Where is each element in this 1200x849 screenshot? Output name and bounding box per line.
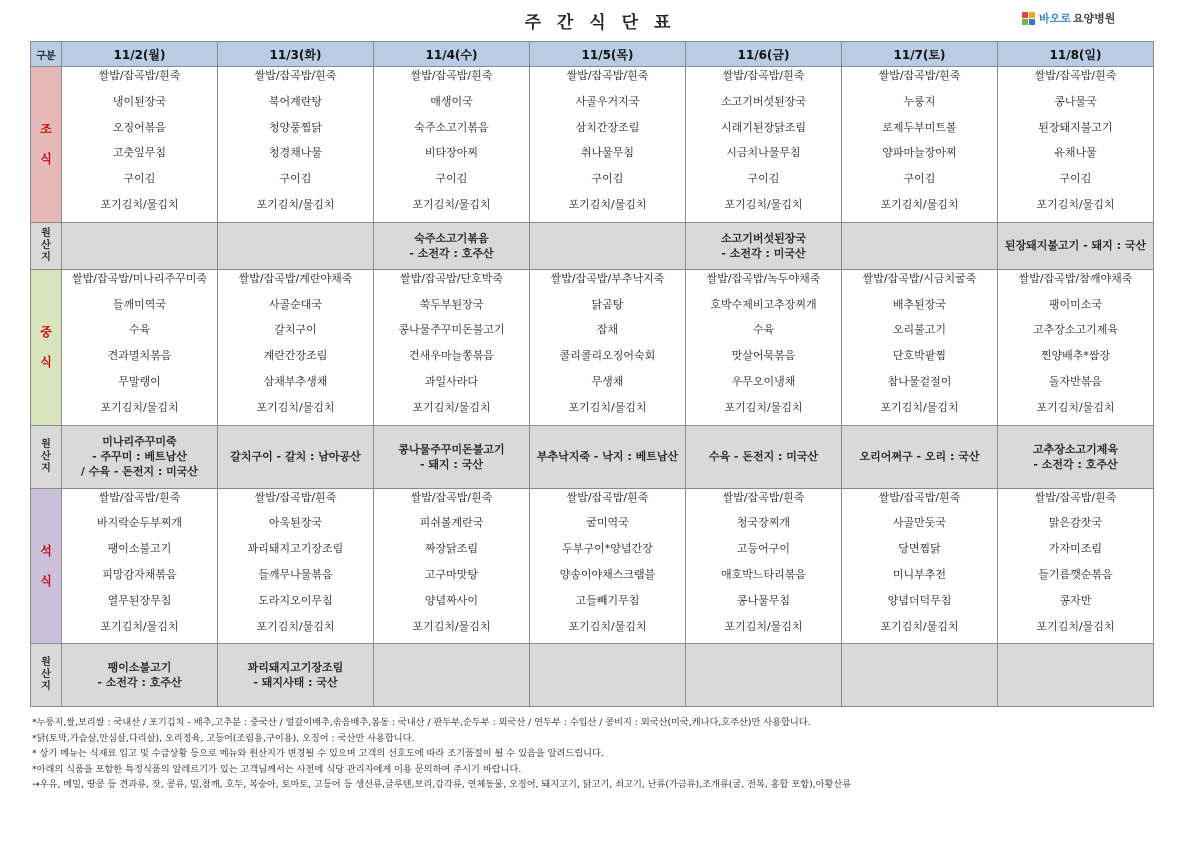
corner-label: 구분 <box>31 42 62 67</box>
lunch-label <box>31 269 62 425</box>
menu-cell <box>842 67 998 223</box>
origin-cell <box>686 644 842 707</box>
menu-item: 닭곰탕 <box>591 297 624 311</box>
menu-cell <box>530 488 686 644</box>
menu-cell <box>998 269 1154 425</box>
origin-cell <box>842 425 998 488</box>
menu-cell <box>218 67 374 223</box>
meal-label-char: 석 <box>40 543 52 558</box>
menu-item: 구이김 <box>435 172 468 186</box>
menu-item: 오리불고기 <box>892 323 947 337</box>
origin-cell <box>218 644 374 707</box>
menu-cell <box>842 488 998 644</box>
menu-item: 수육 <box>752 323 775 337</box>
breakfast-origin-row <box>31 222 1154 269</box>
note-line: *누룽지,쌀,보리쌀 : 국내산 / 포기김치 - 배추,고추분 : 중국산 / 얼갈이배추,솎음배추,봄동 : 국내산 / 판두부,순두부 : 외국산 / 연두부 : 수입산 / 콩비지 : 외국산(미국,캐나다,호주산)만 사용합니다. <box>32 717 811 728</box>
menu-item: 팽이미소국 <box>1048 297 1103 311</box>
logo-brand: 바오로 <box>1039 12 1071 25</box>
menu-item: 청양풍찜닭 <box>268 120 323 134</box>
menu-cell <box>374 269 530 425</box>
hospital-logo <box>1022 10 1115 26</box>
menu-cell <box>62 269 218 425</box>
menu-item: 고들빼기무침 <box>575 593 640 607</box>
day-header: 11/6(금) <box>686 42 842 67</box>
meal-label-char: 식 <box>40 355 52 370</box>
menu-item: 쌀밥/잡곡밥/흰죽 <box>566 69 649 82</box>
menu-item: 포기김치/물김치 <box>880 400 959 414</box>
origin-label-char: 산 <box>41 669 51 681</box>
dinner-label <box>31 488 62 644</box>
menu-item: 양념더덕무침 <box>887 593 952 607</box>
origin-cell <box>530 644 686 707</box>
day-header: 11/8(일) <box>998 42 1154 67</box>
menu-item: 사골만둣국 <box>892 516 947 530</box>
breakfast-label <box>31 67 62 223</box>
origin-label-char: 원 <box>41 657 51 669</box>
day-header: 11/3(화) <box>218 42 374 67</box>
dinner-row <box>31 488 1154 644</box>
menu-item: 가자미조림 <box>1048 542 1103 556</box>
menu-item: 시금치나물무침 <box>726 146 801 160</box>
origin-text: 팽이소불고기 <box>107 661 172 675</box>
menu-item: 찐양배추*쌈장 <box>1040 349 1111 363</box>
logo-name: 요양병원 <box>1072 12 1116 25</box>
origin-cell <box>374 425 530 488</box>
origin-cell <box>998 222 1154 269</box>
meal-label-char: 중 <box>40 325 52 340</box>
menu-item: 굴미역국 <box>586 516 629 530</box>
menu-item: 과일사라다 <box>424 374 479 388</box>
origin-text: - 소전각 : 호주산 <box>409 246 494 260</box>
menu-item: 두부구이*양념간장 <box>562 542 653 556</box>
menu-item: 포기김치/물김치 <box>100 400 179 414</box>
menu-item: 비타장아찌 <box>424 146 479 160</box>
menu-item: 쌀밥/잡곡밥/흰죽 <box>98 69 181 82</box>
menu-item: 쌀밥/잡곡밥/흰죽 <box>878 490 961 504</box>
menu-item: 쌀밥/잡곡밥/참깨야채죽 <box>1018 271 1133 285</box>
menu-item: 쌀밥/잡곡밥/녹두야채죽 <box>706 271 821 285</box>
day-header: 11/7(토) <box>842 42 998 67</box>
menu-cell <box>686 67 842 223</box>
menu-item: 견과멸치볶음 <box>107 349 172 363</box>
origin-cell <box>374 644 530 707</box>
menu-item: 쌀밥/잡곡밥/흰죽 <box>410 490 493 504</box>
menu-item: 쌀밥/잡곡밥/계란야채죽 <box>238 271 353 285</box>
menu-item: 아욱된장국 <box>268 516 323 530</box>
menu-item: 포기김치/물김치 <box>568 619 647 633</box>
menu-item: 포기김치/물김치 <box>1036 400 1115 414</box>
notes <box>32 715 851 793</box>
meal-label-char: 식 <box>40 152 52 167</box>
menu-item: 포기김치/물김치 <box>568 400 647 414</box>
menu-item: 구이김 <box>123 172 156 186</box>
menu-cell <box>62 67 218 223</box>
menu-cell <box>62 488 218 644</box>
menu-item: 꽈리돼지고기장조림 <box>247 542 344 556</box>
origin-cell <box>530 425 686 488</box>
menu-item: 삼치간장조림 <box>575 120 640 134</box>
menu-item: 포기김치/물김치 <box>568 197 647 211</box>
origin-cell <box>842 222 998 269</box>
day-header: 11/5(목) <box>530 42 686 67</box>
menu-cell <box>686 488 842 644</box>
day-header: 11/2(월) <box>62 42 218 67</box>
menu-item: 양송이야채스크램블 <box>559 567 656 581</box>
menu-item: 도라지오이무침 <box>258 593 333 607</box>
origin-cell <box>530 222 686 269</box>
menu-item: 포기김치/물김치 <box>100 619 179 633</box>
menu-item: 피망감자채볶음 <box>102 567 177 581</box>
menu-item: 배추된장국 <box>892 297 947 311</box>
menu-item: 쌀밥/잡곡밥/흰죽 <box>722 490 805 504</box>
menu-item: 쌀밥/잡곡밥/흰죽 <box>1034 490 1117 504</box>
menu-item: 쌀밥/잡곡밥/시금치굴죽 <box>862 271 977 285</box>
menu-item: 건새우마늘쫑볶음 <box>408 349 494 363</box>
origin-label <box>31 644 62 707</box>
menu-item: 바지락순두부찌개 <box>96 516 182 530</box>
menu-item: 취나물무침 <box>580 146 635 160</box>
menu-item: 사골우거지국 <box>575 94 640 108</box>
menu-item: 우무오이냉채 <box>731 374 796 388</box>
menu-cell <box>530 67 686 223</box>
header-row <box>31 42 1154 67</box>
day-header: 11/4(수) <box>374 42 530 67</box>
menu-item: 무생채 <box>591 374 624 388</box>
menu-item: 유채나물 <box>1054 146 1097 160</box>
origin-cell <box>374 222 530 269</box>
menu-item: 로제두부미트볼 <box>882 120 957 134</box>
menu-item: 피쉬볼계란국 <box>419 516 484 530</box>
menu-item: 쌀밥/잡곡밥/흰죽 <box>878 69 961 82</box>
logo-mark-icon <box>1022 12 1035 25</box>
menu-item: 포기김치/물김치 <box>412 619 491 633</box>
origin-cell <box>62 222 218 269</box>
menu-cell <box>842 269 998 425</box>
origin-text: 꽈리돼지고기장조림 <box>247 661 344 675</box>
menu-item: 쌀밥/잡곡밥/미나리주꾸미죽 <box>72 271 207 285</box>
menu-item: 포기김치/물김치 <box>256 619 335 633</box>
menu-item: 쌀밥/잡곡밥/흰죽 <box>98 490 181 504</box>
menu-item: 양념짜사이 <box>424 593 479 607</box>
menu-cell <box>218 269 374 425</box>
menu-item: 고춧잎무침 <box>112 146 167 160</box>
menu-item: 양파마늘장아찌 <box>882 146 957 160</box>
menu-item: 포기김치/물김치 <box>880 619 959 633</box>
menu-item: 열무된장무침 <box>107 593 172 607</box>
origin-label-char: 산 <box>41 450 51 462</box>
menu-cell <box>374 488 530 644</box>
origin-label-char: 지 <box>41 681 51 693</box>
origin-text: 오리어쩌구 - 오리 : 국산 <box>859 450 980 464</box>
origin-text: 갈치구이 - 갈치 : 남아공산 <box>230 450 361 464</box>
menu-cell <box>530 269 686 425</box>
origin-label <box>31 425 62 488</box>
menu-item: 매생이국 <box>430 94 473 108</box>
origin-cell <box>218 425 374 488</box>
menu-item: 쌀밥/잡곡밥/흰죽 <box>722 69 805 82</box>
page-title: 주 간 식 단 표 <box>524 13 676 33</box>
menu-item: 누룽지 <box>903 94 936 108</box>
menu-item: 포기김치/물김치 <box>1036 619 1115 633</box>
lunch-row <box>31 269 1154 425</box>
menu-item: 갈치구이 <box>274 323 317 337</box>
origin-cell <box>842 644 998 707</box>
menu-item: 호박수제비고추장찌개 <box>710 297 817 311</box>
origin-label-char: 지 <box>41 251 51 263</box>
menu-item: 콜리콜리오징어숙회 <box>559 349 656 363</box>
menu-item: 북어계란탕 <box>268 94 323 108</box>
menu-item: 들깨미역국 <box>112 297 167 311</box>
menu-item: 단호박팥찜 <box>892 349 947 363</box>
origin-cell <box>998 425 1154 488</box>
menu-item: 소고기버섯된장국 <box>720 94 806 108</box>
menu-item: 콩나물주꾸미돈불고기 <box>398 323 505 337</box>
menu-item: 포기김치/물김치 <box>412 400 491 414</box>
menu-item: 포기김치/물김치 <box>724 197 803 211</box>
menu-item: 들깨무나물볶음 <box>258 567 333 581</box>
menu-item: 짜장닭조림 <box>424 542 479 556</box>
note-line: * 상기 메뉴는 식재료 입고 및 수급상황 등으로 메뉴와 원산지가 변경될 수 있으며 고객의 선호도에 따라 조기품절이 될 수 있음을 알려드립니다. <box>32 748 604 759</box>
menu-item: 쌀밥/잡곡밥/흰죽 <box>1034 69 1117 82</box>
origin-text: - 소전각 : 호주산 <box>1033 457 1118 471</box>
menu-item: 사골순대국 <box>268 297 323 311</box>
menu-item: 애호박느타리볶음 <box>720 567 806 581</box>
menu-cell <box>218 488 374 644</box>
menu-item: 계란간장조림 <box>263 349 328 363</box>
breakfast-row <box>31 67 1154 223</box>
menu-item: 포기김치/물김치 <box>724 400 803 414</box>
menu-item: 청국장찌개 <box>736 516 791 530</box>
origin-label-char: 산 <box>41 239 51 251</box>
origin-text: 미나리주꾸미죽 <box>102 435 177 449</box>
menu-cell <box>686 269 842 425</box>
origin-cell <box>998 644 1154 707</box>
menu-item: 돌자반볶음 <box>1048 374 1103 388</box>
menu-item: 포기김치/물김치 <box>256 197 335 211</box>
menu-item: 구이김 <box>747 172 780 186</box>
menu-item: 당면찜닭 <box>898 542 941 556</box>
origin-text: 부추낙지죽 - 낙지 : 베트남산 <box>536 450 679 464</box>
menu-item: 들기름깻순볶음 <box>1038 567 1113 581</box>
note-line: *닭(토막,가슴살,안심살,다리살), 오리정육, 고등어(조림용,구이용), 오징어 : 국산만 사용합니다. <box>32 732 415 744</box>
menu-item: 구이김 <box>279 172 312 186</box>
menu-item: 오징어볶음 <box>112 120 167 134</box>
note-line: *아래의 식품을 포함한 특정식품의 알레르기가 있는 고객님께서는 사전에 식당 관리자에게 이용 문의하여 주시기 바랍니다. <box>32 763 522 775</box>
menu-item: 콩나물국 <box>1054 94 1097 108</box>
menu-item: 쌀밥/잡곡밥/흰죽 <box>254 69 337 82</box>
menu-item: 청경채나물 <box>268 146 323 160</box>
menu-item: 포기김치/물김치 <box>256 400 335 414</box>
meal-label-char: 조 <box>40 122 52 137</box>
weekly-menu-table <box>30 41 1154 707</box>
origin-cell <box>686 425 842 488</box>
origin-text: 콩나물주꾸미돈불고기 <box>398 442 505 456</box>
menu-item: 고추장소고기제육 <box>1032 323 1118 337</box>
menu-cell <box>998 67 1154 223</box>
menu-item: 포기김치/물김치 <box>1036 197 1115 211</box>
origin-label-char: 원 <box>41 227 51 239</box>
menu-item: 된장돼지불고기 <box>1038 120 1113 134</box>
menu-item: 숙주소고기볶음 <box>414 120 489 134</box>
origin-cell <box>686 222 842 269</box>
menu-item: 쌀밥/잡곡밥/흰죽 <box>254 490 337 504</box>
menu-item: 쌀밥/잡곡밥/단호박죽 <box>399 271 504 285</box>
origin-text: 수육 - 돈전지 : 미국산 <box>708 450 819 464</box>
menu-item: 구이김 <box>591 172 624 186</box>
menu-item: 참나물겉절이 <box>887 374 952 388</box>
origin-text: - 돼지사태 : 국산 <box>253 676 338 690</box>
menu-item: 쑥두부된장국 <box>419 297 484 311</box>
menu-item: 쌀밥/잡곡밥/부추낙지죽 <box>550 271 665 285</box>
menu-cell <box>998 488 1154 644</box>
menu-item: 미니부추전 <box>892 567 947 581</box>
menu-item: 냉이된장국 <box>112 94 167 108</box>
menu-item: 삼채부추생채 <box>263 374 328 388</box>
origin-text: 고추장소고기제육 <box>1032 442 1118 456</box>
menu-item: 고등어구이 <box>736 542 791 556</box>
menu-cell <box>374 67 530 223</box>
origin-text: - 소전각 : 미국산 <box>721 246 806 260</box>
menu-item: 콩자반 <box>1059 593 1092 607</box>
menu-item: 콩나물무침 <box>736 593 791 607</box>
menu-item: 맑은감잣국 <box>1048 516 1103 530</box>
menu-item: 잡채 <box>596 323 619 337</box>
origin-text: / 수육 - 돈전지 : 미국산 <box>80 465 199 479</box>
origin-cell <box>62 644 218 707</box>
dinner-origin-row <box>31 644 1154 707</box>
origin-label <box>31 222 62 269</box>
origin-text: 숙주소고기볶음 <box>414 231 489 245</box>
menu-item: 무말랭이 <box>118 374 161 388</box>
origin-text: - 주꾸미 : 베트남산 <box>92 450 187 464</box>
menu-item: 구이김 <box>903 172 936 186</box>
menu-item: 수육 <box>128 323 151 337</box>
origin-text: - 돼지 : 국산 <box>420 457 483 471</box>
menu-item: 구이김 <box>1059 172 1092 186</box>
menu-item: 팽이소불고기 <box>107 542 172 556</box>
menu-item: 포기김치/물김치 <box>880 197 959 211</box>
lunch-origin-row <box>31 425 1154 488</box>
menu-item: 고구마맛탕 <box>424 567 479 581</box>
menu-item: 맛살어묵볶음 <box>731 349 796 363</box>
origin-text: 된장돼지불고기 - 돼지 : 국산 <box>1004 239 1147 253</box>
origin-label-char: 원 <box>41 438 51 450</box>
menu-item: 포기김치/물김치 <box>412 197 491 211</box>
menu-item: 쌀밥/잡곡밥/흰죽 <box>566 490 649 504</box>
menu-item: 쌀밥/잡곡밥/흰죽 <box>410 69 493 82</box>
origin-text: 소고기버섯된장국 <box>720 231 806 245</box>
note-line: →우유, 메밀, 땅콩 등 견과류, 잣, 콩류, 밀,참깨, 호두, 복숭아, 토마토, 고등어 등 생선류,글루텐,보리,갑각류, 연체동물, 오징어, 돼지고기, 닭고기, 쇠고기, 난류(가금류),조개류(굴, 전복, 홍합 포함),아황산류 <box>32 779 852 790</box>
menu-item: 포기김치/물김치 <box>100 197 179 211</box>
origin-text: - 소전각 : 호주산 <box>97 676 182 690</box>
origin-label-char: 지 <box>41 462 51 474</box>
origin-cell <box>218 222 374 269</box>
menu-item: 시래기된장닭조림 <box>720 120 806 134</box>
origin-cell <box>62 425 218 488</box>
menu-item: 포기김치/물김치 <box>724 619 803 633</box>
meal-label-char: 식 <box>40 573 52 588</box>
